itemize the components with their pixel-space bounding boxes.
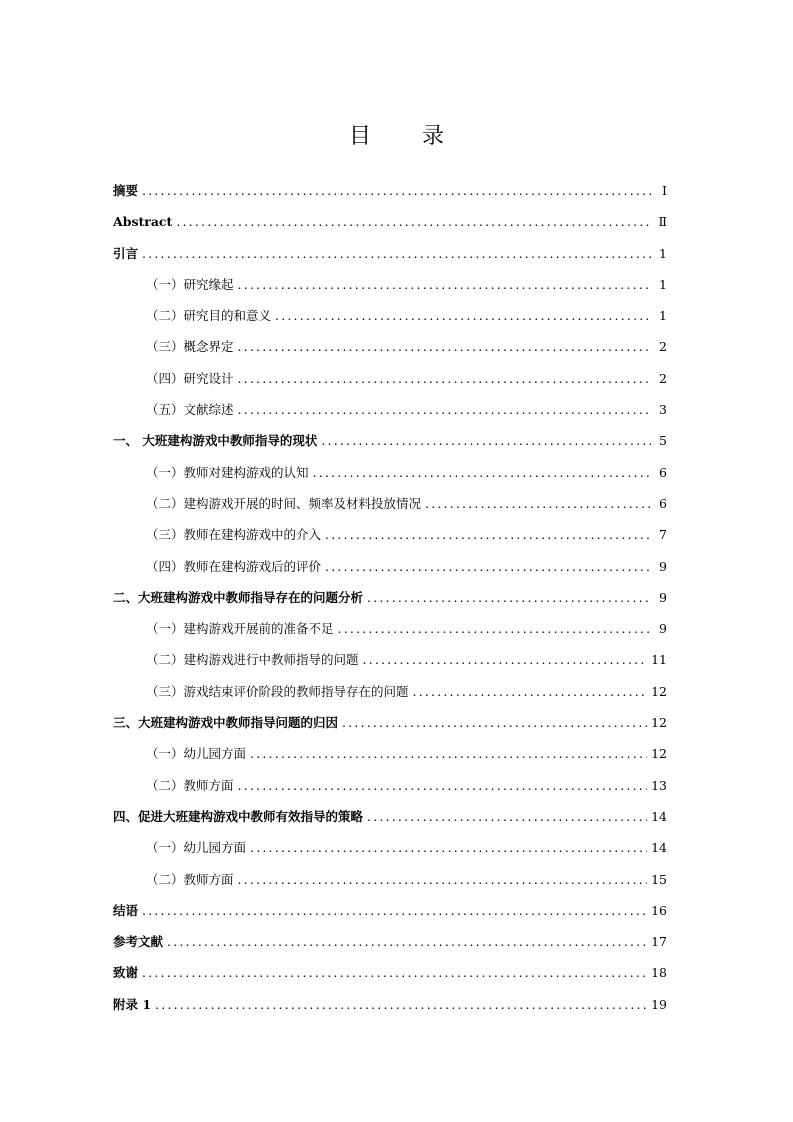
toc-leader-dots: [367, 588, 651, 608]
toc-page-number: 5: [659, 433, 667, 449]
toc-leader-dots: [363, 650, 648, 670]
toc-entry-label: 四、促进大班建构游戏中教师有效指导的策略: [113, 808, 364, 824]
toc-page-number: 18: [651, 965, 667, 981]
toc-entry-intro-5[interactable]: [113, 400, 667, 431]
toc-entry-chapter-1-4[interactable]: [113, 557, 667, 588]
toc-entry-chapter-3-2[interactable]: [113, 776, 667, 807]
toc-page-number: 11: [651, 652, 667, 668]
toc-page-number: 9: [659, 558, 667, 574]
toc-entry-chapter-2-1[interactable]: [113, 619, 667, 650]
toc-entry-intro-4[interactable]: [113, 369, 667, 400]
toc-leader-dots: [250, 838, 647, 858]
toc-leader-dots: [176, 212, 651, 232]
toc-entry-label: （一）建构游戏开展前的准备不足: [146, 621, 334, 637]
toc-entry-chapter-4-1[interactable]: [113, 838, 667, 869]
toc-leader-dots: [338, 619, 651, 639]
toc-entry-label: （二）研究目的和意义: [146, 308, 272, 324]
toc-page-number: 12: [651, 746, 667, 762]
toc-page-number: Ⅱ: [658, 214, 667, 230]
toc-leader-dots: [313, 463, 651, 483]
toc-page-number: 12: [651, 683, 667, 699]
toc-entry-label: 二、大班建构游戏中教师指导存在的问题分析: [113, 589, 364, 605]
toc-entry-chapter-2-3[interactable]: [113, 682, 667, 713]
toc-page-number: 15: [651, 871, 667, 887]
toc-title: 目 录: [349, 124, 466, 149]
toc-leader-dots: [155, 995, 647, 1015]
toc-page-number: 3: [659, 402, 667, 418]
toc-page-number: 14: [651, 808, 667, 824]
toc-entry-intro-1[interactable]: [113, 275, 667, 306]
toc-page-number: 1: [659, 276, 667, 292]
toc-page-number: 1: [659, 308, 667, 324]
toc-entry-label: （三）概念界定: [146, 339, 234, 355]
toc-page-number: 14: [651, 840, 667, 856]
toc-entry-chapter-3[interactable]: [113, 713, 667, 744]
toc-leader-dots: [425, 494, 651, 514]
toc-entry-chapter-1[interactable]: [113, 431, 667, 462]
toc-page-number: 16: [651, 902, 667, 918]
toc-entry-label: 摘要: [113, 183, 139, 198]
toc-leader-dots: [238, 337, 651, 357]
toc-entry-chapter-2-2[interactable]: [113, 650, 667, 681]
toc-entry-label: （二）教师方面: [146, 777, 234, 793]
toc-entry-label: （一）幼儿园方面: [146, 746, 247, 762]
toc-entry-label: （三）教师在建构游戏中的介入: [146, 527, 322, 543]
toc-leader-dots: [325, 525, 651, 545]
toc-entry-chapter-1-2[interactable]: [113, 494, 667, 525]
toc-entry-intro-2[interactable]: [113, 306, 667, 337]
toc-leader-dots: [167, 932, 647, 952]
toc-entry-label: 结语: [113, 902, 139, 918]
toc-entry-chapter-4[interactable]: [113, 807, 667, 838]
toc-entry-chapter-4-2[interactable]: [113, 870, 667, 901]
toc-list: [113, 181, 667, 1026]
toc-entry-label: （一）教师对建构游戏的认知: [146, 464, 309, 480]
toc-entry-chapter-1-1[interactable]: [113, 463, 667, 494]
toc-entry-appendix-1[interactable]: [113, 995, 667, 1026]
toc-entry-label: 引言: [113, 245, 139, 261]
toc-entry-label: 一、 大班建构游戏中教师指导的现状: [113, 433, 318, 449]
toc-leader-dots: [413, 682, 648, 702]
toc-entry-label: （五）文献综述: [146, 402, 234, 418]
toc-entry-introduction[interactable]: [113, 244, 667, 275]
toc-leader-dots: [142, 901, 647, 921]
toc-entry-label: （二）建构游戏开展的时间、频率及材料投放情况: [146, 495, 422, 511]
toc-page-number: 19: [651, 996, 667, 1012]
toc-leader-dots: [250, 744, 647, 764]
toc-entry-label: （四）研究设计: [146, 370, 234, 386]
toc-page-number: 1: [659, 245, 667, 261]
toc-leader-dots: [342, 713, 647, 733]
toc-leader-dots: [142, 244, 651, 264]
toc-leader-dots: [238, 369, 651, 389]
toc-page-number: 12: [651, 715, 667, 731]
toc-entry-acknowledgements[interactable]: [113, 963, 667, 994]
toc-entry-label: Abstract: [113, 214, 173, 230]
toc-leader-dots: [367, 807, 647, 827]
toc-entry-label: （一）研究缘起: [146, 276, 234, 292]
toc-entry-references[interactable]: [113, 932, 667, 963]
toc-leader-dots: [142, 963, 647, 983]
toc-page-number: 6: [659, 495, 667, 511]
toc-entry-chapter-1-3[interactable]: [113, 525, 667, 556]
toc-leader-dots: [321, 431, 651, 451]
toc-entry-label: 致谢: [113, 965, 139, 981]
toc-entry-chapter-3-1[interactable]: [113, 744, 667, 775]
toc-entry-conclusion[interactable]: [113, 901, 667, 932]
toc-leader-dots: [275, 306, 651, 326]
toc-leader-dots: [238, 400, 651, 420]
toc-entry-label: （三）游戏结束评价阶段的教师指导存在的问题: [146, 683, 409, 699]
toc-leader-dots: [142, 181, 651, 201]
toc-entry-label: （四）教师在建构游戏后的评价: [146, 558, 322, 574]
toc-page-number: 9: [659, 589, 667, 605]
toc-entry-label: （二）建构游戏进行中教师指导的问题: [146, 652, 359, 668]
toc-entry-chapter-2[interactable]: [113, 588, 667, 619]
toc-page-number: 17: [651, 934, 667, 950]
toc-page-number: 9: [659, 621, 667, 637]
toc-entry-label: 三、大班建构游戏中教师指导问题的归因: [113, 715, 339, 731]
toc-entry-label: （二）教师方面: [146, 871, 234, 887]
toc-entry-intro-3[interactable]: [113, 337, 667, 368]
toc-page-number: 7: [659, 527, 667, 543]
toc-leader-dots: [325, 557, 651, 577]
toc-leader-dots: [238, 275, 651, 295]
toc-entry-label: （一）幼儿园方面: [146, 840, 247, 856]
toc-page-number: 2: [659, 370, 667, 386]
toc-entry-label: 参考文献: [113, 934, 164, 950]
toc-leader-dots: [238, 776, 648, 796]
toc-page-number: 6: [659, 464, 667, 480]
toc-page-number: Ⅰ: [662, 183, 667, 198]
toc-entry-abstract-en[interactable]: [113, 212, 667, 243]
toc-entry-abstract-cn[interactable]: [113, 181, 667, 212]
toc-entry-label: 附录 1: [113, 996, 152, 1012]
toc-leader-dots: [238, 870, 648, 890]
toc-page-number: 2: [659, 339, 667, 355]
toc-page-number: 13: [651, 777, 667, 793]
